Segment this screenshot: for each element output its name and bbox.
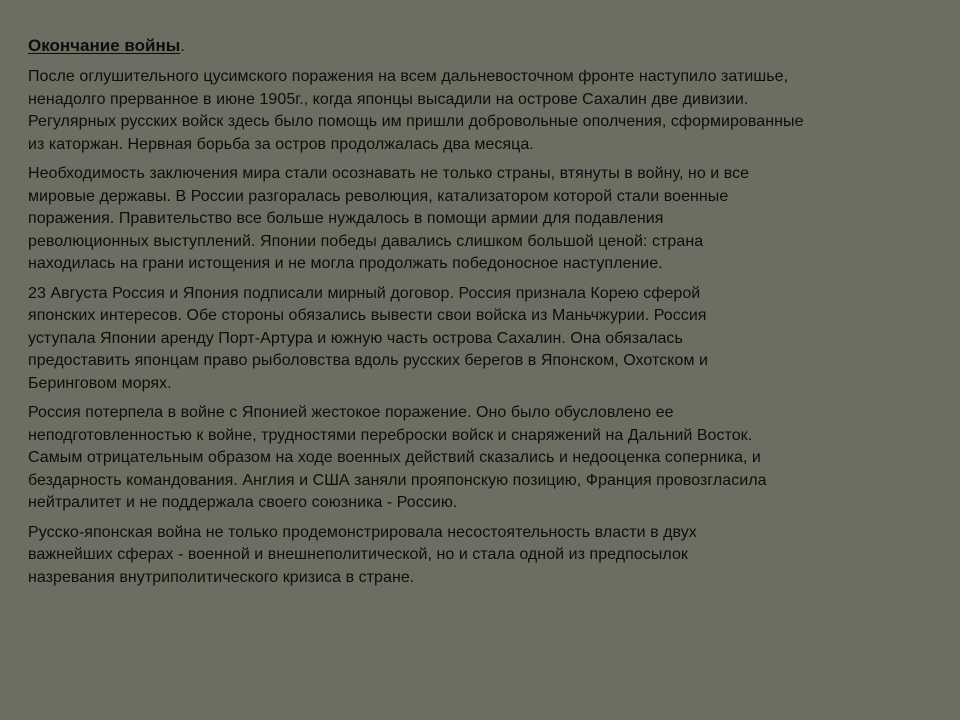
paragraph-line: бездарность командования. Англия и США заняли прояпонскую позицию, Франция провозгласила [28, 471, 767, 489]
paragraph-line: 23 Августа Россия и Япония подписали мирный договор. Россия признала Корею сферой [28, 284, 701, 302]
paragraph-2 [28, 163, 940, 276]
paragraph-line: Русско-японская война не только продемонстрировала несостоятельность власти в двух [28, 523, 697, 541]
paragraph-line: нейтралитет и не поддержала своего союзника - Россию. [28, 494, 458, 511]
slide-title-suffix: . [180, 36, 185, 55]
paragraph-line: находилась на грани истощения и не могла продолжать победоносное наступление. [28, 255, 663, 272]
paragraph-line: неподготовленностью к войне, трудностями переброски войск и снаряжений на Дальний Восток. [28, 426, 753, 444]
paragraph-3 [28, 283, 940, 396]
paragraph-line: назревания внутриполитического кризиса в стране. [28, 568, 415, 586]
slide-title [28, 34, 940, 58]
paragraph-line: из каторжан. Нервная борьба за остров продолжалась два месяца. [28, 135, 534, 153]
paragraph-line: Беринговом морях. [28, 374, 172, 392]
paragraph-line: революционных выступлений. Японии победы давались слишком большой ценой: страна [28, 232, 704, 250]
paragraph-line: Регулярных русских войск здесь было помощь им пришли добровольные ополчения, сформированные [28, 113, 804, 130]
slide-content [28, 34, 940, 596]
paragraph-line: поражения. Правительство все больше нуждалось в помощи армии для подавления [28, 210, 664, 227]
paragraph-line: Самым отрицательным образом на ходе военных действий сказались и недооценка соперника, и [28, 449, 761, 466]
paragraph-1 [28, 66, 940, 156]
paragraph-4 [28, 402, 940, 515]
paragraph-line: После оглушительного цусимского поражения на всем дальневосточном фронте наступило затишье, [28, 68, 789, 85]
paragraph-line: предоставить японцам право рыболовства вдоль русских берегов в Японском, Охотском и [28, 352, 708, 369]
paragraph-line: ненадолго прерванное в июне 1905г., когда японцы высадили на острове Сахалин две дивизии. [28, 90, 749, 108]
paragraph-line: мировые державы. В России разгоралась революция, катализатором которой стали военные [28, 187, 729, 205]
slide-title-text: Окончание войны [28, 36, 181, 55]
paragraph-line: важнейших сферах - военной и внешнеполитической, но и стала одной из предпосылок [28, 546, 688, 563]
paragraph-5 [28, 522, 940, 590]
paragraph-line: уступала Японии аренду Порт-Артура и южную часть острова Сахалин. Она обязалась [28, 329, 683, 347]
paragraph-line: Необходимость заключения мира стали осознавать не только страны, втянуты в войну, но и все [28, 165, 750, 182]
paragraph-line: японских интересов. Обе стороны обязались вывести свои войска из Маньчжурии. Россия [28, 307, 707, 324]
paragraph-line: Россия потерпела в войне с Японией жестокое поражение. Оно было обусловлено ее [28, 404, 674, 421]
